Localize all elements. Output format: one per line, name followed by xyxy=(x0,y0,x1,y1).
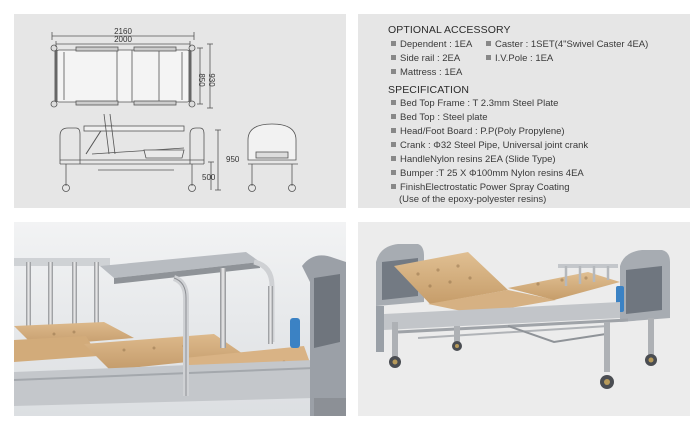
bullet-icon xyxy=(391,100,396,105)
spec-item: Bed Top : Steel plate xyxy=(391,112,488,123)
bullet-icon xyxy=(391,55,396,60)
dim-height: 950 xyxy=(226,155,240,164)
spec-item: FinishElectrostatic Power Spray Coating xyxy=(391,182,570,193)
spec-item: Crank : Φ32 Steel Pipe, Universal joint crank xyxy=(391,140,588,151)
dim-inner-length: 2000 xyxy=(114,35,132,44)
bullet-icon xyxy=(391,142,396,147)
dim-deck-height: 500 xyxy=(202,173,216,182)
optional-item: Caster : 1SET(4"Swivel Caster 4EA) xyxy=(486,39,648,50)
spec-note: (Use of the epoxy-polyester resins) xyxy=(399,194,547,205)
bullet-icon xyxy=(486,41,491,46)
optional-item: Dependent : 1EA xyxy=(391,39,472,50)
technical-drawing-panel xyxy=(14,14,346,208)
spec-item: HandleNylon resins 2EA (Slide Type) xyxy=(391,154,556,165)
bullet-icon xyxy=(391,69,396,74)
optional-accessory-title: OPTIONAL ACCESSORY xyxy=(388,24,511,36)
bed-dimension-drawing xyxy=(14,14,346,208)
spec-item: Head/Foot Board : P.P(Poly Propylene) xyxy=(391,126,565,137)
bed-closeup-photo xyxy=(14,222,346,416)
bullet-icon xyxy=(391,114,396,119)
optional-item: Mattress : 1EA xyxy=(391,67,462,78)
bullet-icon xyxy=(391,156,396,161)
bullet-icon xyxy=(391,184,396,189)
spec-item: Bumper :T 25 X Φ100mm Nylon resins 4EA xyxy=(391,168,584,179)
optional-item: I.V.Pole : 1EA xyxy=(486,53,553,64)
bullet-icon xyxy=(391,41,396,46)
specification-panel xyxy=(358,14,690,208)
bullet-icon xyxy=(391,128,396,133)
dim-total-length: 2160 xyxy=(114,27,132,36)
bed-full-illustration xyxy=(358,222,690,416)
dim-width-inner: 850 xyxy=(197,73,206,87)
specification-title: SPECIFICATION xyxy=(388,84,470,96)
spec-item: Bed Top Frame : T 2.3mm Steel Plate xyxy=(391,98,558,109)
bed-full-photo xyxy=(358,222,690,416)
bullet-icon xyxy=(391,170,396,175)
dim-width-outer: 930 xyxy=(207,73,216,87)
optional-item: Side rail : 2EA xyxy=(391,53,460,64)
bed-closeup-illustration xyxy=(14,222,346,416)
bullet-icon xyxy=(486,55,491,60)
